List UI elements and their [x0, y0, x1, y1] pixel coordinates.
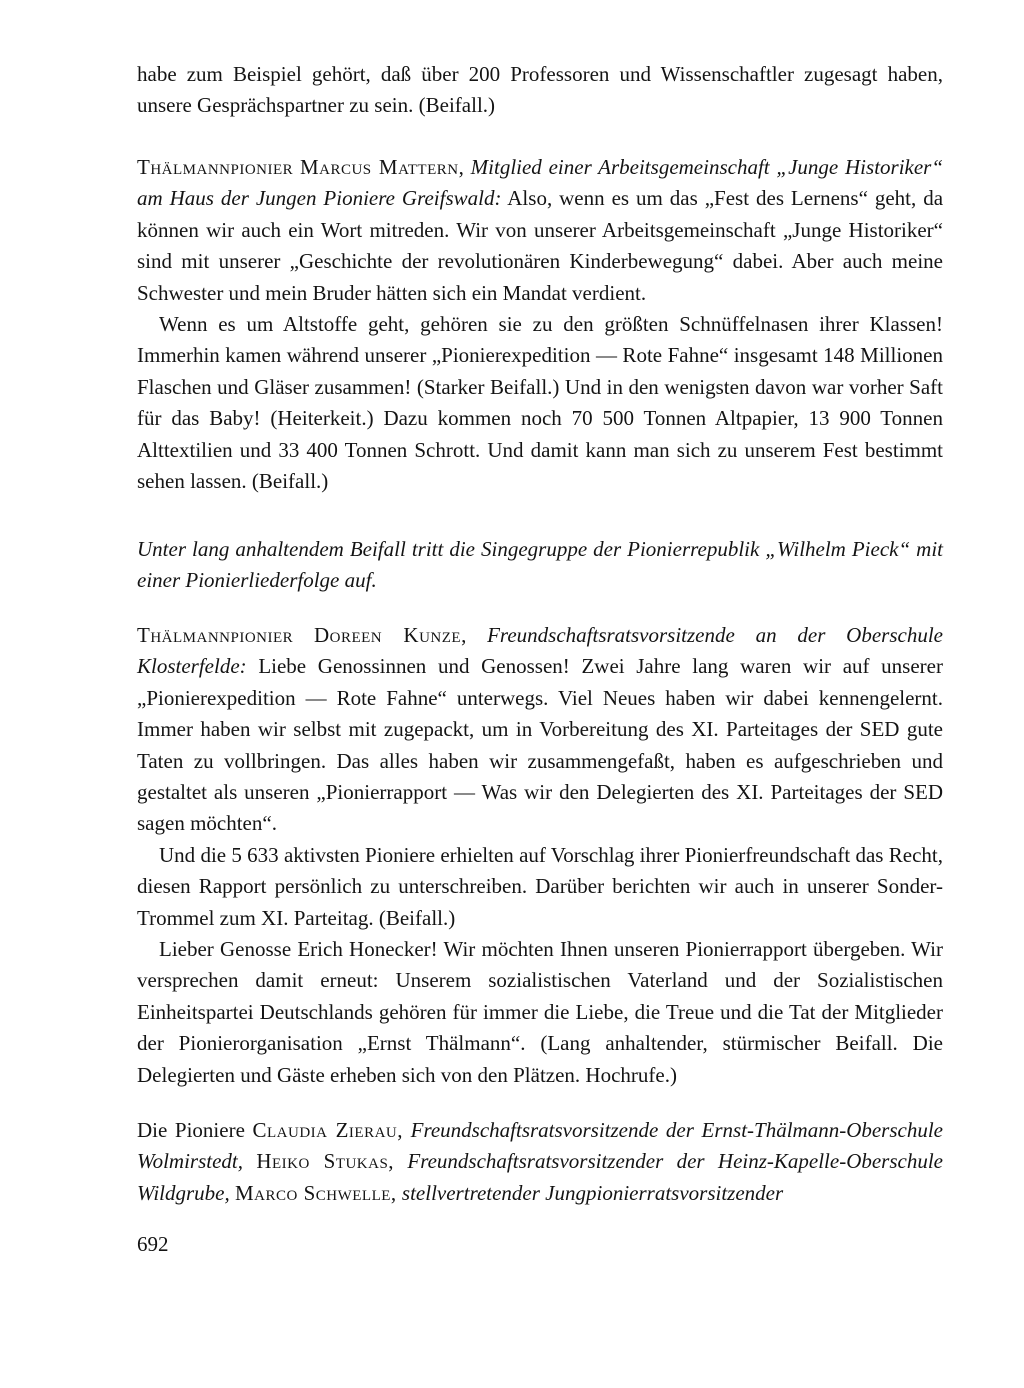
pioneer-description: Freundschaftsratsvorsitzende der Ernst-Thälmann-Oberschule Wolmirstedt,: [137, 1118, 943, 1174]
pioneer-description: Freundschaftsratsvorsitzender der Heinz-Kapelle-Oberschule Wildgrube,: [137, 1149, 944, 1205]
speaker-role: Thälmannpionier: [137, 623, 294, 647]
paragraph: habe zum Beispiel gehört, daß über 200 Professoren und Wissenschaftler zugesagt haben, unsere Gesprächspartner zu sein. (Beifall.): [137, 62, 943, 118]
speech-block-kunze: [137, 620, 943, 1091]
lead-text: Die Pioniere: [137, 1118, 245, 1142]
stage-direction: Unter lang anhaltendem Beifall tritt die Singegruppe der Pionierrepublik „Wilhelm Pieck“ mit einer Pionierliederfolge auf.: [137, 537, 943, 593]
speaker-description: Mitglied einer Arbeitsgemeinschaft „Junge Historiker“ am Haus der Jungen Pioniere Greifswald:: [137, 155, 944, 211]
speech-paragraph: Thälmannpionier Marcus Mattern, Mitglied einer Arbeitsgemeinschaft „Junge Historiker“ am Haus der Jungen Pioniere Greifswald: Also, wenn es um das „Fest des Lernens“ geht, da können wir auch ein Wort mitreden. Wir von unserer Arbeitsgemeinschaft „Junge Historiker“ sind mit unserer „Geschichte der revolutionären Kinderbewegung“ dabei. Aber auch meine Schwester und mein Bruder hätten sich ein Mandat verdient.: [137, 155, 944, 305]
page-number: 692: [137, 1232, 169, 1256]
speaker-description: Freundschaftsratsvorsitzende an der Oberschule Klosterfelde:: [137, 623, 943, 679]
speech-text: Also, wenn es um das „Fest des Lernens“ geht, da können wir auch ein Wort mitreden. Wir von unserer Arbeitsgemeinschaft „Junge Historiker“ sind mit unserer „Geschichte der revolutionären Kinderbewegung“ dabei. Aber auch meine Schwester und mein Bruder hätten sich ein Mandat verdient.: [137, 186, 944, 305]
speech-text: Liebe Genossinnen und Genossen! Zwei Jahre lang waren wir auf unserer „Pionierexpedition — Rote Fahne“ unterwegs. Viel Neues haben wir dabei kennengelernt. Immer haben wir selbst mit zugepackt, um in Vorbereitung des XI. Parteitages der SED gute Taten zu vollbringen. Das alles haben wir zusammengefaßt, haben es aufgeschrieben und gestaltet als unseren „Pionierrapport — Was wir den Delegierten des XI. Parteitages der SED sagen möchten“.: [137, 654, 943, 836]
speaker-role: Thälmannpionier: [137, 155, 294, 179]
pioneer-name: Marco Schwelle,: [235, 1180, 397, 1205]
pioneers-block: [137, 1115, 943, 1209]
speaker-name: Marcus Mattern: [299, 155, 459, 179]
speech-paragraph: Thälmannpionier Doreen Kunze, Freundschaftsratsvorsitzende an der Oberschule Klosterfelde: Liebe Genossinnen und Genossen! Zwei Jahre lang waren wir auf unserer „Pionierexpedition — Rote Fahne“ unterwegs. Viel Neues haben wir dabei kennengelernt. Immer haben wir selbst mit zugepackt, um in Vorbereitung des XI. Parteitages der SED gute Taten zu vollbringen. Das alles haben wir zusammengefaßt, haben es aufgeschrieben und gestaltet als unseren „Pionierrapport — Was wir den Delegierten des XI. Parteitages der SED sagen möchten“.: [137, 623, 943, 836]
stage-direction-block: [137, 534, 943, 597]
pioneer-name: Heiko Stukas,: [256, 1149, 395, 1174]
paragraph: Lieber Genosse Erich Honecker! Wir möchten Ihnen unseren Pionierrapport übergeben. Wir versprechen damit erneut: Unserem sozialistischen Vaterland und der Sozialistischen Einheitspartei Deutschlands gehören für immer die Liebe, die Treue und die Tat der Mitglieder der Pionierorganisation „Ernst Thälmann“. (Lang anhaltender, stürmischer Beifall. Die Delegierten und Gäste erheben sich von den Plätzen. Hochrufe.): [137, 937, 943, 1087]
pioneers-paragraph: [137, 1115, 943, 1209]
paragraph: Und die 5 633 aktivsten Pioniere erhielten auf Vorschlag ihrer Pionierfreundschaft das Recht, diesen Rapport persönlich zu unterschreiben. Darüber berichten wir auch in unserer Sonder-Trommel zum XI. Parteitag. (Beifall.): [137, 842, 943, 930]
speech-block-mattern: [137, 152, 943, 497]
pioneer-name: Claudia Zierau,: [252, 1118, 404, 1142]
paragraph-block-1: [137, 59, 943, 122]
speaker-name: Doreen Kunze: [313, 623, 462, 647]
pioneer-description: stellvertretender Jungpionierratsvorsitzender: [401, 1180, 784, 1205]
paragraph: Wenn es um Altstoffe geht, gehören sie zu den größten Schnüffelnasen ihrer Klassen! Immerhin kamen während unserer „Pionierexpedition — Rote Fahne“ insgesamt 148 Millionen Flaschen und Gläser zusammen! (Starker Beifall.) Und in den wenigsten davon war vorher Saft für das Baby! (Heiterkeit.) Dazu kommen noch 70 500 Tonnen Altpapier, 13 900 Tonnen Alttextilien und 33 400 Tonnen Schrott. Und damit kann man sich zu unserem Fest bestimmt sehen lassen. (Beifall.): [137, 312, 943, 494]
